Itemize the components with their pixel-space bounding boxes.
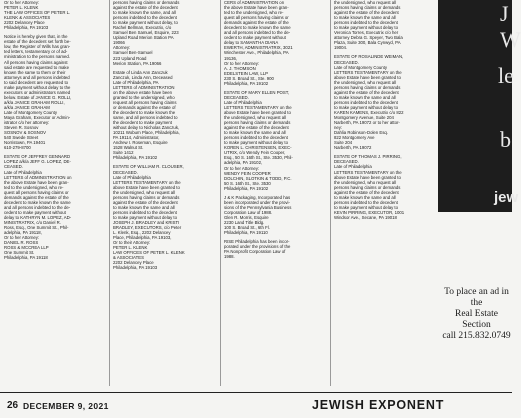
legal-notices-column-2 <box>113 0 218 387</box>
ad-text-fragment: le <box>498 63 514 88</box>
notice: RISE Philadelphia has been incor- porated under the provisions of the PA Nonprofit Corporation Law of 1988. <box>224 239 291 260</box>
notice: persons having claims or demands against the estate of the decedent to make known the same, and all persons indebted to the decedent to make payment without delay, to Rachel Bellman, Executrix, c/o Samuel Ben Samuel, Esquire, 223 Upland Road Merion Station PA 19066 Attorney: Samuel Ben-Samuel 223 Upland Road Merion Station, PA 19066 <box>113 0 180 66</box>
publication-name: JEWISH EXPONENT <box>312 398 445 412</box>
notice: ESTATE OF WILLIAM R. CLOUSER, DECEASED. Late of Philadelphia LETTERS TESTAMENTARY on the above Estate have been granted to the undersigned, who request all persons having claims or demands against the estate of the decedent to make known the same and all persons indebted to the decedent to make payment without delay to JOSEPH J. BRADLEY and KRISTI BRADLEY, EXECUTORS, c/o Peter L. Klenk, Esq., 2202 Delancey Place, Philadelphia, PA 19103, Or to their Attorney: PETER L. KLENK LAW OFFICES OF PETER L. KLENK & ASSOCIATES 2202 Delancey Place Philadelphia, PA 19103 <box>113 164 185 271</box>
column-divider <box>330 0 331 386</box>
notice: J & K Packaging, Incorporated has been incorporated under the provi- sions of the Pennsylvania Business Corporation Law of 1988. Glen R. Morris, Esquire 2230 Land Title Bldg. 100 S. Broad St., 6th Fl. Philadelphia, PA 19110 <box>224 194 292 236</box>
notice: the undersigned, who request all persons having claims or demands against the estate of the decedent to make known the same and all persons indebted to the decedent to make payment without delay to Veronica Torres, Executrix c/o her attorney Debra G. Speyer, Two Bala Plaza, Suite 300, Bala Cynwyd, PA 19004. <box>334 0 403 51</box>
notice: ESTATE OF JEFFREY GENNARD LOPEZ a/k/a JEFF G. LOPEZ, DE- CEASED. Late of Philadelphia LETTERS of ADMINISTRATION on the above Estate have been gran- ted to the undersigned, who re- quest all persons having claims or demands against the estate of the decedent to make known the same and all persons indebted to the de- cedent to make payment without delay to KATHRYN M. LOPEZ, AD- MINISTRATRIX, c/o Daniel R. Ross, Esq., One Summit St., Phil- adelphia, PA 19118, Or to her Attorney: DANIEL R. ROSS ROSS & MCCREA LLP One Summit St. Philadelphia, PA 19118 <box>4 154 72 261</box>
dark-advertisement <box>438 0 521 212</box>
column-divider <box>109 0 110 386</box>
ad-text-fragment: b <box>500 127 511 152</box>
ad-text-fragment: jew <box>494 189 519 206</box>
issue-date: DECEMBER 9, 2021 <box>23 401 109 411</box>
legal-notices-column-1 <box>4 0 107 387</box>
ad-text-fragment: J <box>500 1 509 26</box>
page-number: 26 <box>7 400 19 411</box>
notice: CERS of ADMINISTRATION on the above Estate have been gran- ted to the undersigned, who re- quest all persons having claims or demands against the estate of the decedent to make known the same and all persons indebted to the de- cedent to make payment without delay to SAMANTHA DIANA EWERTH, ADMINISTRATRIX, 3021 Winchester Ave., Philadelphia, PA 19136, Or to her Attorney: A. J. THOMSON EDELSTEIN LAW, LLP 230 S. Broad St., Ste. 900 Philadelphia, PA 19102 <box>224 0 293 86</box>
notice: ESTATE OF MARY ELLEN POST, DECEASED. Late of Philadelphia LETTERS TESTAMENTARY on the above Estate have been granted to the undersigned, who request all persons having claims or demands against the estate of the decedent to make known the same and all persons indebted to the decedent to make payment without delay to KOREN L. CHRISTENSEN, EXEC- UTRIX, c/o Wendy Fein Cooper, Esq., 50 S. 16th St., Ste. 3530, Phil- adelphia, PA 19102, Or to her Attorney: WENDY FEIN COOPER DOLCHIN, SLOTKIN & TODD, P.C. 50 S. 16th St., Ste. 3530 Philadelphia, PA 19102 <box>224 89 293 191</box>
notice: Or to her Attorney: PETER L. KLENK THE LAW OFFICES OF PETER L. KLENK & ASSOCIATES 2202 Delancey Place Philadelphia, PA 19103 <box>4 0 71 31</box>
notice: Estate of Linda Ann Zanczuk Zanczuk, Linda Ann, Deceased Late of Philadelphia, PA LETTERS of ADMINISTRATION on the above estate have been granted to the undersigned, who request all persons having claims or demands against the estate of the decedent to make known the same, and all persons indebted to the decedent to make payment without delay to Nicholas Zanczuk, 10211 Woburn Place, Philadelphia, PA 19114, Administrator, Andrew I. Roseman, Esquire 1528 Walnut St. Suite 1412 Philadelphia, PA 19102 <box>113 69 180 161</box>
ad-line: To place an ad in the <box>444 287 509 308</box>
legal-notices-column-4 <box>334 0 438 387</box>
legal-notices-column-3 <box>224 0 327 387</box>
real-estate-ad <box>441 287 512 387</box>
notice: ESTATE OF ROSALINDE WEIMAN, DECEASED. Late of Montgomery County LETTERS TESTAMENTARY on the above Estate have been granted to the undersigned, who request all persons having claims or demands against the estate of the decedent to make known the same and all persons indebted to the decedent to make payment without delay to KAREN KAMENS, Executrix c/o 822 Montgomery Avenue, Suite 204 Narberth, PA 19072 or to her attor- ney: Dahlia Robinson-Dolen Esq. 822 Montgomery Ave Suite 204 Narberth, PA 19072 <box>334 54 404 151</box>
notice: Notice is hereby given that, in the estate of the decedent set forth be- low, the Register of Wills has gran- ted letters, testamentary or of ad- ministration to the persons named. All persons having claims against said estate are requested to make known the same to them or their attorneys and all persons indebted to said decedent are requested to make payment without delay to the executors or administrators named below. Estate of JANICE G. ROLLI, a/k/a JANICE GRAHAM ROLLI, a/k/a JANICE GRAHAM Late of Montgomery County Maya Graham, Executor or Admin- istrator c/o her attorney: Steven R. Sosnov SOSNOV & SOSNOV 540 Swede Street Norristown, PA 19401 610-279-8700 <box>4 34 72 151</box>
ad-phone: call 215.832.0749 <box>442 331 511 341</box>
footer-divider <box>0 392 512 393</box>
notice: ESTATE OF THOMAS J. PIRRING, DECEASED. Late of Philadelphia LETTERS TESTAMENTARY on the above Estate have been granted to the undersigned, who request all persons having claims or demands against the estate of the decedent to make known the same and all persons indebted to the decedent to make payment without delay to KEVIN PIRRING, EXECUTOR, 1001 Windsor Ave., Secane, PA 19018 <box>334 154 405 220</box>
column-divider <box>220 0 221 386</box>
ad-text-fragment: W <box>500 27 521 52</box>
ad-line: Real Estate Section <box>455 309 498 330</box>
